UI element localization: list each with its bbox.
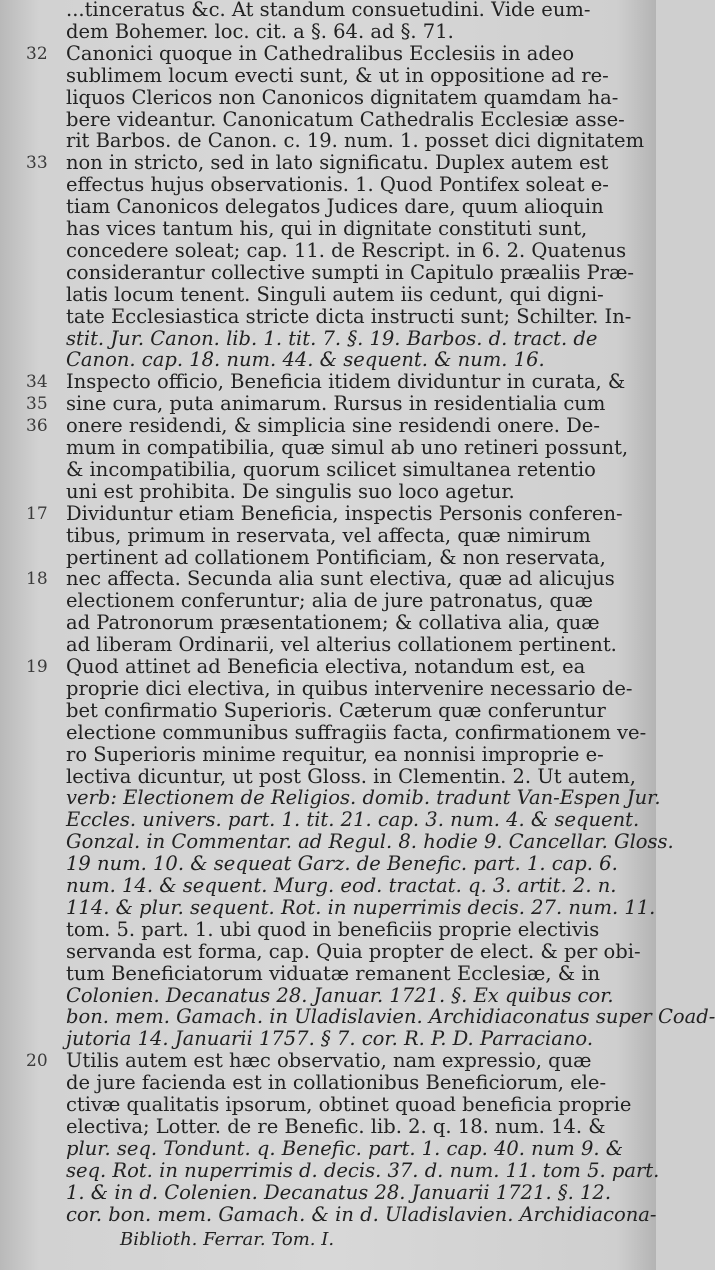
text-line [0,64,656,88]
text-line [0,42,656,66]
line-text: Canon. cap. 18. num. 44. & sequent. & num. 16. [66,348,545,372]
line-text: seq. Rot. in nuperrimis d. decis. 37. d. num. 11. tom 5. part. [66,1158,660,1182]
text-line [0,370,656,394]
text-line [0,1005,715,1029]
text-line [0,524,656,548]
marginal-number: 19 [26,657,48,677]
line-text: bon. mem. Gamach. in Uladislavien. Archidiaconatus super Coad- [66,1005,715,1029]
text-line [0,633,656,657]
text-line [0,348,656,372]
footer-signature [0,1228,656,1252]
text-line [0,283,656,307]
text-line [0,589,656,613]
text-line [0,1181,656,1205]
text-line [0,436,656,460]
line-text: ad Patronorum præsentationem; & collativa alia, quæ [66,611,600,635]
line-text: electionem conferuntur; alia de jure patronatus, quæ [66,589,593,613]
line-text: proprie dici electiva, in quibus intervenire necessario de- [66,676,633,700]
line-text: uni est prohibita. De singulis suo loco agetur. [66,479,515,503]
line-text: Eccles. univers. part. 1. tit. 21. cap. 3. num. 4. & sequent. [66,808,640,832]
line-text: 19 num. 10. & sequeat Garz. de Benefic. part. 1. cap. 6. [66,852,618,876]
text-line [0,655,656,679]
text-line [0,327,656,351]
text-line [0,808,656,832]
line-text: tiam Canonicos delegatos Judices dare, quum alioquin [66,195,604,219]
line-text: mum in compatibilia, quæ simul ab uno retineri possunt, [66,436,629,459]
text-line [0,414,656,438]
text-line [0,305,656,329]
marginal-number: 35 [26,394,48,415]
line-text: bet confirmatio Superioris. Cæterum quæ conferuntur [66,698,606,722]
line-text: ad liberam Ordinarii, vel alterius collationem pertinent. [66,633,617,657]
line-text: ...tinceratus &c. At standum consuetudini. Vide eum- [66,0,591,21]
line-text: non in stricto, sed in lato significatu. Duplex autem est [66,151,609,175]
text-line [0,677,656,701]
line-text: jutoria 14. Januarii 1757. § 7. cor. R. P. D. Parraciano. [66,1027,594,1051]
text-line [0,567,656,591]
text-line [0,1137,656,1161]
line-text: rit Barbos. de Canon. c. 19. num. 1. posset dici dignitatem [66,129,645,153]
text-line [0,830,674,854]
marginal-number: 34 [26,372,48,393]
footer-text: Biblioth. Ferrar. Tom. I. [120,1229,335,1251]
line-text: & incompatibilia, quorum scilicet simultanea retentio [66,457,596,481]
line-text: de jure facienda est in collationibus Beneficiorum, ele- [66,1071,607,1095]
text-line [0,1027,656,1051]
line-text: nec affecta. Secunda alia sunt electiva, quæ ad alicujus [66,567,615,591]
text-line [0,918,656,942]
line-text: concedere soleat; cap. 11. de Rescript. in 6. 2. Quatenus [66,238,627,262]
marginal-number: 33 [26,153,48,174]
marginal-number: 20 [26,1051,48,1072]
text-line [0,458,656,482]
text-line [0,611,656,635]
text-line [0,765,656,789]
line-text: pertinent ad collationem Pontificiam, & non reservata, [66,545,606,569]
line-text: 114. & plur. sequent. Rot. in nuperrimis decis. 27. num. 11. [66,895,656,919]
line-text: sine cura, puta animarum. Rursus in residentialia cum [66,392,606,416]
text-line [0,874,656,898]
text-line [0,1071,656,1095]
marginal-number: 17 [26,503,48,524]
text-line [0,896,656,920]
line-text: Gonzal. in Commentar. ad Regul. 8. hodie 9. Cancellar. Gloss. [66,830,674,854]
text-line [0,1203,656,1227]
text-line [0,239,656,263]
text-line [0,699,656,723]
line-text: Utilis autem est hæc observatio, nam expressio, quæ [66,1049,592,1073]
marginal-number: 18 [26,569,48,590]
text-line [0,1093,656,1117]
line-text: electiva; Lotter. de re Benefic. lib. 2. q. 18. num. 14. & [66,1114,606,1138]
text-line [0,1158,660,1183]
line-text: electione communibus suffragiis facta, confirmationem ve- [66,720,647,744]
line-text: stit. Jur. Canon. lib. 1. tit. 7. §. 19. Barbos. d. tract. de [66,326,598,350]
line-text: considerantur collective sumpti in Capitulo præaliis Præ- [66,260,635,284]
line-text: cor. bon. mem. Gamach. & in d. Uladislavien. Archidiacona- [66,1202,657,1226]
text-line [0,392,656,416]
line-text: effectus hujus observationis. 1. Quod Pontifex soleat e- [66,173,609,197]
text-line [0,20,656,44]
line-text: plur. seq. Tondunt. q. Benefic. part. 1. cap. 40. num 9. & [66,1136,624,1160]
line-text: Dividuntur etiam Beneficia, inspectis Personis conferen- [66,501,623,525]
marginal-number: 32 [26,43,48,64]
line-text: tom. 5. part. 1. ubi quod in beneficiis proprie electivis [66,917,600,941]
line-text: Colonien. Decanatus 28. Januar. 1721. §. Ex quibus cor. [66,983,614,1007]
line-text: tibus, primum in reservata, vel affecta, quæ nimirum [66,523,591,547]
line-text: num. 14. & sequent. Murg. eod. tractat. q. 3. artit. 2. n. [66,874,617,897]
text-line [0,195,656,219]
line-text: lectiva dicuntur, ut post Gloss. in Clementin. 2. Ut autem, [66,764,636,788]
line-text: liquos Clericos non Canonicos dignitatem quamdam ha- [66,85,619,109]
text-line [0,86,656,110]
text-line [0,217,656,241]
line-text: 1. & in d. Colenien. Decanatus 28. Januarii 1721. §. 12. [66,1180,612,1204]
line-text: tum Beneficiatorum viduatæ remanent Ecclesiæ, & in [66,961,601,985]
line-text: verb: Electionem de Religios. domib. tradunt Van-Espen Jur. [66,786,661,810]
text-line [0,1049,656,1073]
line-text: ctivæ qualitatis ipsorum, obtinet quoad beneficia proprie [66,1093,632,1116]
marginal-number: 36 [26,416,48,437]
line-text: has vices tantum his, qui in dignitate constituti sunt, [66,217,588,240]
text-line [0,852,656,876]
line-text: tate Ecclesiastica stricte dicta instructi sunt; Schilter. In- [66,304,632,328]
line-text: dem Bohemer. loc. cit. a §. 64. ad §. 71. [66,19,454,43]
line-text: onere residendi, & simplicia sine residendi onere. De- [66,414,600,438]
text-line [0,546,656,570]
text-line [0,502,656,526]
line-text: servanda est forma, cap. Quia propter de elect. & per obi- [66,939,641,963]
text-line [0,173,656,197]
text-line [0,984,656,1008]
text-line [0,721,656,745]
text-line [0,743,656,767]
line-text: latis locum tenent. Singuli autem iis cedunt, qui digni- [66,282,604,306]
text-line [0,1115,656,1139]
text-line [0,0,656,22]
text-line [0,151,656,175]
text-line [0,129,656,153]
line-text: bere videantur. Canonicatum Cathedralis Ecclesiæ asse- [66,107,625,131]
text-line [0,261,656,285]
line-text: Inspecto officio, Beneficia itidem dividuntur in curata, & [66,370,626,394]
line-text: ro Superioris minime requitur, ea nonnisi improprie e- [66,742,604,766]
text-line [0,940,656,964]
text-line [0,962,656,986]
text-line [0,480,656,504]
line-text: Quod attinet ad Beneficia electiva, notandum est, ea [66,655,586,678]
line-text: sublimem locum evecti sunt, & ut in oppositione ad re- [66,63,609,87]
text-line [0,786,661,810]
line-text: Canonici quoque in Cathedralibus Ecclesiis in adeo [66,41,575,65]
text-line [0,108,656,132]
